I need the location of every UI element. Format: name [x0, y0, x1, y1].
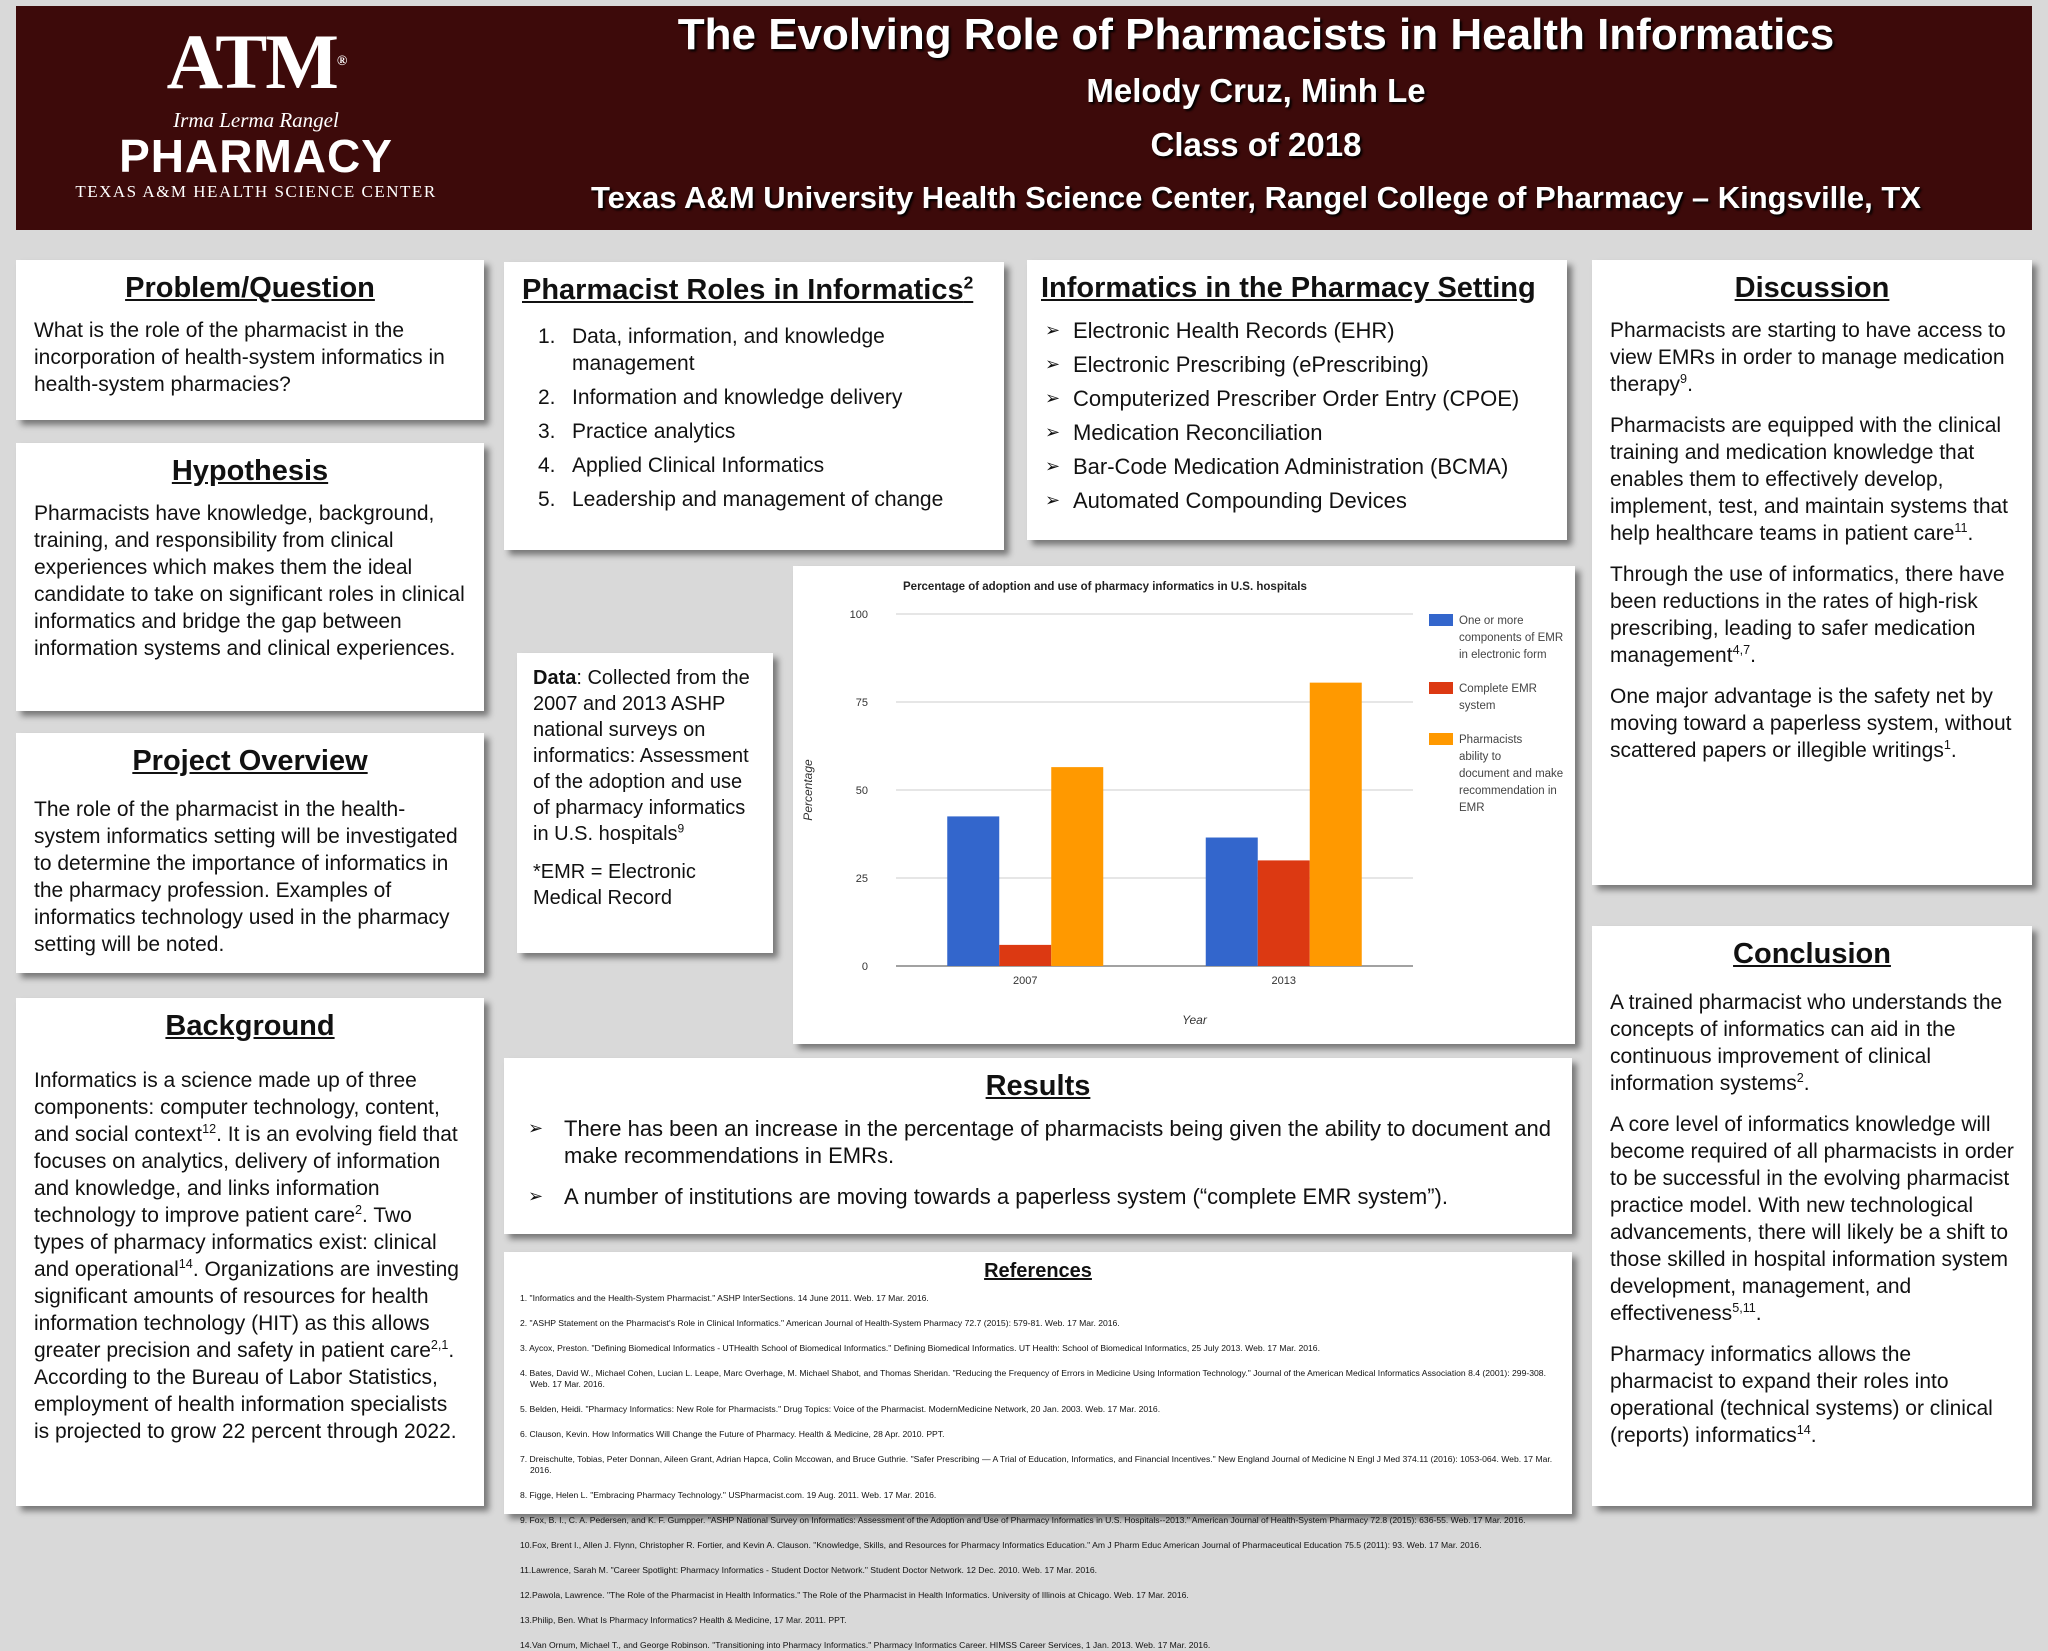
role-text: Applied Clinical Informatics [572, 454, 825, 477]
references-list [520, 1293, 1556, 1651]
setting-list [1045, 317, 1549, 514]
problem-title: Problem/Question [125, 272, 375, 304]
x-axis-label: Year [1182, 1013, 1207, 1027]
y-tick-label: 50 [855, 785, 868, 797]
bar-2013-series-1 [1206, 838, 1258, 966]
reference-item: 2. "ASHP Statement on the Pharmacist's Role in Clinical Informatics." American Journal of Health-System Pharmacy 72.7 (2015): 579-81. Web. 17 Mar. 2016. [520, 1318, 1120, 1328]
x-tick-label: 2013 [1271, 975, 1296, 987]
poster-class: Class of 2018 [1150, 126, 1362, 163]
arrow-bullet-icon: ➢ [1045, 456, 1061, 476]
arrow-bullet-icon: ➢ [528, 1186, 544, 1206]
setting-item [1045, 351, 1549, 378]
role-item [538, 418, 986, 445]
x-tick-label: 2007 [1013, 975, 1038, 987]
legend-label: One or more components of EMR in electronic form [1459, 615, 1564, 661]
roles-list [538, 323, 986, 513]
emr-definition: *EMR = Electronic Medical Record [533, 861, 696, 909]
bar-2013-series-3 [1310, 683, 1362, 966]
y-tick-label: 100 [849, 609, 868, 621]
result-item [528, 1183, 1554, 1210]
role-item [538, 323, 986, 377]
role-text: Leadership and management of change [572, 488, 944, 511]
hypothesis-section [16, 443, 484, 711]
background-title: Background [165, 1010, 335, 1042]
results-list [528, 1115, 1554, 1210]
logo-irma-text: Irma Lerma Rangel [173, 108, 339, 132]
role-number: 2. [538, 386, 556, 409]
setting-item [1045, 419, 1549, 446]
bar-2007-series-1 [947, 816, 999, 966]
discussion-p3: Through the use of informatics, there have been reductions in the rates of high-risk prescribing, leading to safer medication management$^{4,7}$. [1610, 563, 2005, 667]
tamu-pharmacy-logo [56, 20, 456, 210]
data-note-text: Data: Collected from the 2007 and 2013 ASHP national surveys on informatics: Assessment of the adoption and use of pharmacy informatics in U.S. hospitals$^9$ [533, 667, 750, 845]
background-text: Informatics is a science made up of three components: computer technology, content, and social context$^{12}$. It is an evolving field that focuses on analytics, delivery of information and knowledge, and links information technology to improve patient care$^2$. Two types of pharmacy informatics exist: clinical and operational$^{14}$. Organizations are investing significant amounts of resources for health information technology (HIT) as this allows greater precision and safety in patient care$^{2,1}$. According to the Bureau of Labor Statistics, employment of health information specialists is projected to grow 22 percent through 2022. [34, 1069, 459, 1443]
setting-item-text: Computerized Prescriber Order Entry (CPOE) [1073, 386, 1520, 411]
conclusion-section [1592, 926, 2032, 1506]
role-item [538, 384, 986, 411]
reference-item: 6. Clauson, Kevin. How Informatics Will Change the Future of Pharmacy. Health & Medicine, 28 Apr. 2010. PPT. [520, 1429, 945, 1439]
setting-section [1027, 260, 1567, 540]
conclusion-title: Conclusion [1733, 938, 1891, 970]
arrow-bullet-icon: ➢ [1045, 320, 1061, 340]
setting-title: Informatics in the Pharmacy Setting [1041, 272, 1536, 304]
role-number: 4. [538, 454, 556, 477]
arrow-bullet-icon: ➢ [1045, 490, 1061, 510]
y-tick-label: 0 [861, 961, 868, 973]
hypothesis-title: Hypothesis [171, 455, 329, 487]
legend-swatch [1429, 733, 1453, 745]
discussion-p4: One major advantage is the safety net by moving toward a paperless system, without scattered papers or illegible writings$^1$. [1610, 685, 2012, 762]
result-item-text: There has been an increase in the percentage of pharmacists being given the ability to document and make recommendations in EMRs. [564, 1116, 1551, 1168]
bar-2007-series-3 [1051, 767, 1103, 966]
problem-text: What is the role of the pharmacist in the incorporation of health-system informatics in health-system pharmacies? [34, 319, 445, 396]
results-title: Results [985, 1070, 1091, 1102]
reference-item: 1. "Informatics and the Health-System Pharmacist." ASHP InterSections. 14 June 2011. Web. 17 Mar. 2016. [520, 1293, 929, 1303]
role-number: 1. [538, 325, 556, 348]
chart-svg [793, 566, 1575, 1044]
role-text: Information and knowledge delivery [572, 386, 903, 409]
conclusion-p1: A trained pharmacist who understands the concepts of informatics can aid in the continuous improvement of clinical information systems$^2$. [1610, 991, 2003, 1095]
legend-swatch [1429, 682, 1453, 694]
discussion-p2: Pharmacists are equipped with the clinical training and medication knowledge that enables them to effectively develop, implement, test, and maintain systems that help healthcare teams in patient care$^{11}$. [1610, 414, 2009, 545]
reference-item: 7. Dreischulte, Tobias, Peter Donnan, Aileen Grant, Adrian Hapca, Colin Mccowan, and Bruce Guthrie. "Safer Prescribing — A Trial of Education, Informatics, and Financial Incentives." New England Journal of Medicine N Engl J Med 374.11 (2016): 1053-064. Web. 17 Mar. 2016. [520, 1454, 1553, 1475]
legend-label: Complete EMR system [1459, 683, 1537, 712]
references-section [504, 1252, 1572, 1650]
result-item [528, 1115, 1554, 1169]
poster-institution: Texas A&M University Health Science Center, Rangel College of Pharmacy – Kingsville, TX [590, 180, 1921, 215]
y-tick-label: 25 [855, 873, 868, 885]
bar-2007-series-2 [999, 945, 1051, 966]
arrow-bullet-icon: ➢ [1045, 388, 1061, 408]
reference-item: 12.Pawola, Lawrence. "The Role of the Pharmacist in Health Informatics." The Role of the Pharmacist in Health Informatics. University of Illinois at Chicago. Web. 17 Mar. 2016. [520, 1590, 1189, 1600]
legend-swatch [1429, 614, 1453, 626]
data-note [517, 653, 773, 953]
setting-item-text: Automated Compounding Devices [1073, 488, 1407, 513]
role-item [538, 486, 986, 513]
reference-item: 9. Fox, B. I., C. A. Pedersen, and K. F. Gumpper. "ASHP National Survey on Informatics: Assessment of the Adoption and Use of Pharmacy Informatics in U.S. Hospitals--2013." American Journal of Health-System Pharmacy 72.8 (2015): 636-55. Web. 17 Mar. 2016. [520, 1515, 1526, 1525]
overview-section [16, 733, 484, 973]
reference-item: 10.Fox, Brent I., Allen J. Flynn, Christopher R. Fortier, and Kevin A. Clauson. "Knowledge, Skills, and Resources for Pharmacy Informatics Education." Am J Pharm Educ American Journal of Pharmaceutical Education 75.5 (2011): 93. Web. 17 Mar. 2016. [520, 1540, 1482, 1550]
discussion-section [1592, 260, 2032, 885]
adoption-chart [793, 566, 1575, 1044]
chart-title: Percentage of adoption and use of pharmacy informatics in U.S. hospitals [903, 581, 1307, 593]
legend-label: Pharmacists ability to document and make recommendation in EMR [1459, 734, 1564, 814]
setting-item [1045, 453, 1549, 480]
arrow-bullet-icon: ➢ [528, 1118, 544, 1138]
reference-item: 3. Aycox, Preston. "Defining Biomedical Informatics - UTHealth School of Biomedical Informatics." Defining Biomedical Informatics. UT Health: School of Biomedical Informatics, 25 July 2013. Web. 17 Mar. 2016. [520, 1343, 1320, 1353]
background-section [16, 998, 484, 1506]
overview-text: The role of the pharmacist in the health-system informatics setting will be investigated to determine the importance of informatics in the pharmacy profession. Examples of informatics technology used in the pharmacy setting will be noted. [34, 798, 458, 956]
atm-logo-mark: ATM® [166, 18, 346, 105]
reference-item: 4. Bates, David W., Michael Cohen, Lucian L. Leape, Marc Overhage, M. Michael Shabot, and Thomas Sheridan. "Reducing the Frequency of Errors in Medicine Using Information Technology." Journal of the American Medical Informatics Association 8.4 (2001): 299-308. Web. 17 Mar. 2016. [520, 1368, 1546, 1389]
setting-item-text: Bar-Code Medication Administration (BCMA) [1073, 454, 1509, 479]
conclusion-p3: Pharmacy informatics allows the pharmacist to expand their roles into operational (technical systems) or clinical (reports) informatics$^{14}$. [1610, 1343, 1993, 1447]
roles-section [504, 262, 1004, 550]
setting-item [1045, 487, 1549, 514]
results-section [504, 1058, 1572, 1234]
logo-pharmacy-text: PHARMACY [119, 130, 393, 182]
setting-item-text: Electronic Health Records (EHR) [1073, 318, 1395, 343]
logo-center-text: TEXAS A&M HEALTH SCIENCE CENTER [75, 182, 437, 201]
reference-item: 14.Van Ornum, Michael T., and George Robinson. "Transitioning into Pharmacy Informatics." Pharmacy Informatics Career. HIMSS Career Services, 1 Jan. 2013. Web. 17 Mar. 2016. [520, 1640, 1211, 1650]
discussion-title: Discussion [1734, 272, 1890, 304]
result-item-text: A number of institutions are moving towards a paperless system (“complete EMR system”). [564, 1184, 1448, 1209]
role-text: Practice analytics [572, 420, 736, 443]
setting-item [1045, 385, 1549, 412]
conclusion-p2: A core level of informatics knowledge will become required of all pharmacists in order to be successful in the evolving pharmacist practice model. With new technological advancements, there will likely be a shift to those skilled in hospital information system development, management, and effectiveness$^{5,11}$. [1610, 1113, 2014, 1325]
hypothesis-text: Pharmacists have knowledge, background, training, and responsibility from clinical experiences which makes them the ideal candidate to take on significant roles in clinical informatics and bridge the gap between information systems and clinical experiences. [34, 502, 465, 660]
y-tick-label: 75 [855, 697, 868, 709]
roles-title: Pharmacist Roles in Informatics$^2$ [522, 272, 974, 306]
setting-item [1045, 317, 1549, 344]
reference-item: 8. Figge, Helen L. "Embracing Pharmacy Technology." USPharmacist.com. 19 Aug. 2011. Web. 17 Mar. 2016. [520, 1490, 937, 1500]
setting-item-text: Electronic Prescribing (ePrescribing) [1073, 352, 1429, 377]
poster-title: The Evolving Role of Pharmacists in Health Informatics [677, 10, 1835, 59]
arrow-bullet-icon: ➢ [1045, 354, 1061, 374]
poster-header [16, 6, 2032, 230]
overview-title: Project Overview [132, 745, 368, 777]
setting-item-text: Medication Reconciliation [1073, 420, 1323, 445]
bar-2013-series-2 [1258, 860, 1310, 966]
role-text: Data, information, and knowledge management [572, 325, 885, 375]
role-number: 5. [538, 488, 556, 511]
reference-item: 11.Lawrence, Sarah M. "Career Spotlight: Pharmacy Informatics - Student Doctor Network." Student Doctor Network. 12 Dec. 2010. Web. 17 Mar. 2016. [520, 1565, 1098, 1575]
problem-section [16, 260, 484, 420]
poster-authors: Melody Cruz, Minh Le [1086, 72, 1426, 109]
reference-item: 13.Philip, Ben. What Is Pharmacy Informatics? Health & Medicine, 17 Mar. 2011. PPT. [520, 1615, 847, 1625]
arrow-bullet-icon: ➢ [1045, 422, 1061, 442]
role-item [538, 452, 986, 479]
reference-item: 5. Belden, Heidi. "Pharmacy Informatics: New Role for Pharmacists." Drug Topics: Voice of the Pharmacist. ModernMedicine Network, 20 Jan. 2003. Web. 17 Mar. 2016. [520, 1404, 1161, 1414]
role-number: 3. [538, 420, 556, 443]
references-title: References [984, 1260, 1092, 1282]
y-axis-label: Percentage [801, 759, 815, 821]
discussion-p1: Pharmacists are starting to have access to view EMRs in order to manage medication therapy$^9$. [1610, 319, 2006, 396]
